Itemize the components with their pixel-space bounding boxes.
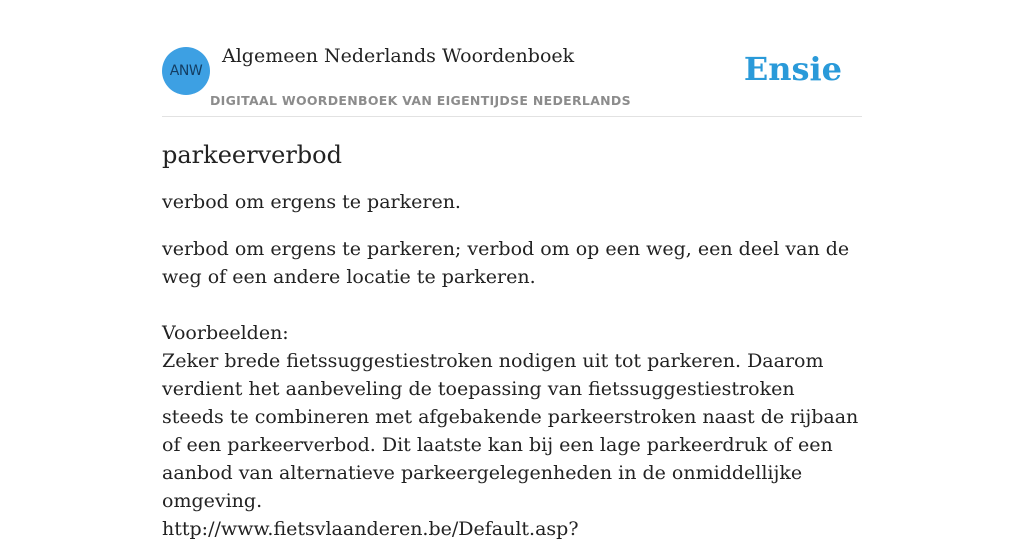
examples-label: Voorbeelden: <box>162 322 289 344</box>
example-source-url: http://www.fietsvlaanderen.be/Default.asp? <box>162 518 579 540</box>
site-header <box>162 0 862 117</box>
long-definition: verbod om ergens te parkeren; verbod om op een weg, een deel van de weg of een andere locatie te parkeren. <box>162 238 850 288</box>
anw-logo[interactable]: ANW <box>162 47 210 95</box>
example-text: Zeker brede fietssuggestiestroken nodigen uit tot parkeren. Daarom verdient het aanbeveling de toepassing van fietssuggestiestroken steeds te combineren met afgebakende parkeerstroken naast de rijbaan of een parkeerverbod. Dit laatste kan bij een lage parkeerdruk of een aanbod van alternatieve parkeergelegenheden in de onmiddellijke omgeving. <box>162 350 859 512</box>
site-title[interactable]: Algemeen Nederlands Woordenboek <box>222 45 575 67</box>
ensie-brand-logo[interactable]: Ensie <box>743 50 842 88</box>
entry-headword: parkeerverbod <box>162 141 342 169</box>
site-subtitle: DIGITAAL WOORDENBOEK VAN EIGENTIJDSE NEDERLANDS <box>210 93 631 108</box>
short-definition: verbod om ergens te parkeren. <box>162 191 461 213</box>
entry-content <box>162 138 862 543</box>
